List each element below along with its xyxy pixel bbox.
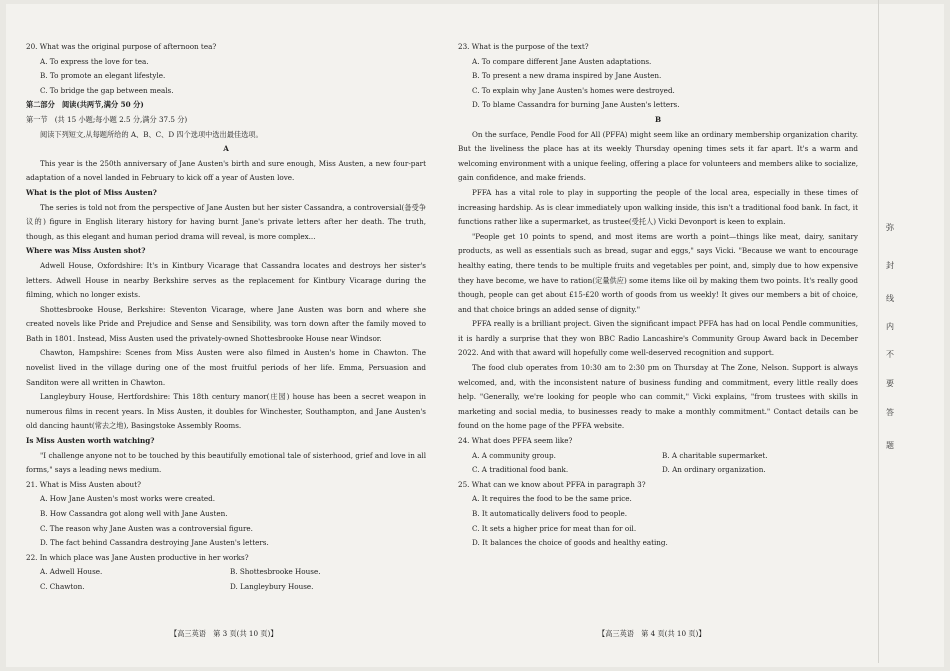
q20-option-a: A. To express the love for tea. (40, 56, 149, 66)
q24-option-c: C. A traditional food bank. (472, 465, 569, 475)
q21-option-c: C. The reason why Jane Austen was a controversial figure. (40, 523, 253, 533)
q21-option-b: B. How Cassandra got along well with Jane Austen. (40, 509, 228, 518)
pffa-paragraph-1: On the surface, Pendle Food for All (PFFA) might seem like an ordinary membership organization charity. But the liveliness the place has at its weekly Thursday opening times sets it far apart. It's a warm and welcoming environment with a unique feeling, offering a place for volunteers and members alike to socialize, gain confidence, and make friends. (458, 129, 858, 183)
q22-option-d: D. Langleybury House. (230, 581, 314, 591)
seal-char-1: 弥 (886, 223, 894, 232)
seal-char-7: 答 (886, 408, 894, 417)
q20-option-c: C. To bridge the gap between meals. (40, 85, 174, 95)
q21-option-d: D. The fact behind Cassandra destroying Jane Austen's letters. (40, 538, 269, 548)
q22-stem: 22. In which place was Jane Austen productive in her works? (26, 552, 249, 562)
q23-option-b: B. To present a new drama inspired by Jane Austen. (472, 71, 662, 81)
seal-char-3: 线 (886, 294, 894, 303)
q24-options-row1 (458, 449, 858, 464)
q22-options-row2 (26, 580, 426, 595)
q23-option-a: A. To compare different Jane Austen adaptations. (472, 56, 652, 66)
seal-char-5: 不 (886, 350, 894, 359)
left-page (26, 40, 426, 595)
q24-option-d: D. An ordinary organization. (662, 465, 766, 475)
q20-option-b: B. To promote an elegant lifestyle. (40, 71, 166, 81)
q23-option-c: C. To explain why Jane Austen's homes were destroyed. (472, 85, 675, 95)
shottesbrooke-paragraph: Shottesbrooke House, Berkshire: Steventon Vicarage, where Jane Austen was born and where she created novels like Pride and Prejudice and Sense and Sensibility, was torn down after the family moved to Bath in 1801. Instead, Miss Austen used the privately-owned Shottesbrooke House near Windsor. (26, 304, 426, 343)
q22-option-b: B. Shottesbrooke House. (230, 567, 321, 577)
q25-option-a: A. It requires the food to be the same price. (472, 494, 632, 504)
pffa-paragraph-2: PFFA has a vital role to play in supporting the people of the local area, especially in these times of increasing hardship. As is clear immediately upon walking inside, this isn't a traditional food bank. In fact, it functions rather like a supermarket, as trustee(受托人) Vicki Devonport is keen to explain. (458, 187, 858, 227)
seal-char-6: 要 (886, 379, 894, 388)
q23-stem: 23. What is the purpose of the text? (458, 42, 589, 51)
q22-option-c: C. Chawton. (40, 581, 85, 591)
q22-options-row1 (26, 565, 426, 580)
q24-option-b: B. A charitable supermarket. (662, 450, 768, 460)
chawton-paragraph: Chawton, Hampshire: Scenes from Miss Austen were also filmed in Austen's home in Chawton. The novelist lived in the village during one of the most fruitful periods of her life. Emma, Persuasion and Sanditon were all written in Chawton. (26, 348, 426, 387)
page-footer-left: 【高三英语 第 3 页(共 10 页)】 (170, 629, 278, 638)
q24-option-a: A. A community group. (472, 450, 556, 460)
section1-heading: 第一节 (共 15 小题;每小题 2.5 分,满分 37.5 分) (26, 114, 188, 124)
seal-char-2: 封 (886, 261, 894, 270)
q24-stem: 24. What does PFFA seem like? (458, 436, 573, 446)
plot-paragraph: The series is told not from the perspective of Jane Austen but her sister Cassandra, a controversial(备受争议的) figure in English literary history for having burnt Jane's private letters after her death. The truth, though, as this elegant and human period drama will reveal, is more complex... (26, 202, 426, 241)
pffa-paragraph-3: "People get 10 points to spend, and most items are worth a point—things like meat, dairy, sanitary products, as well as essentials such as bread, sugar and eggs," says Vicki. "Because we want to encourage healthy eating, there tends to be multiple fruits and vegetables per point, and, simply due to how expensive they have become, we have to ration(定量供应) some items like oil by making them two points. It's really good though, people can get about £15-£20 worth of goods from us weekly! It gives our members a bit of choice, and that choice brings an added sense of dignity." (458, 231, 858, 314)
instructions: 阅读下列短文,从每题所给的 A、B、C、D 四个选项中选出最佳选项。 (40, 129, 263, 139)
q25-option-c: C. It sets a higher price for meat than for oil. (472, 523, 637, 533)
plot-heading: What is the plot of Miss Austen? (26, 187, 157, 197)
q23-option-d: D. To blame Cassandra for burning Jane Austen's letters. (472, 100, 680, 110)
seal-char-4: 内 (886, 322, 894, 331)
right-page (458, 40, 858, 551)
pffa-paragraph-5: The food club operates from 10:30 am to 2:30 pm on Thursday at The Zone, Nelson. Support is always welcomed, and, with the inconsistent nature of business funding and commitment, every little really does help. "Generally, we're looking for people who can commit," Vicki explains, "from trustees with skills in marketing and social media, to businesses ready to make a monthly commitment." Contact details can be found on the home page of the PFFA website. (458, 363, 858, 431)
watch-heading: Is Miss Austen worth watching? (26, 436, 155, 446)
q20-stem: 20. What was the original purpose of afternoon tea? (26, 42, 217, 51)
watch-paragraph: "I challenge anyone not to be touched by this beautifully emotional tale of sisterhood, grief and love in all forms," says a leading news medium. (26, 450, 426, 475)
langleybury-paragraph: Langleybury House, Hertfordshire: This 18th century manor(庄园) house has been a secret weapon in numerous films in recent years. In Miss Austen, it doubles for Winchester, Southampton, and Jane Austen's old dancing haunt(常去之地), Basingstoke Assembly Rooms. (26, 392, 426, 431)
q25-stem: 25. What can we know about PFFA in paragraph 3? (458, 479, 646, 489)
adwell-paragraph: Adwell House, Oxfordshire: It's in Kintbury Vicarage that Cassandra locates and destroys her sister's letters. Adwell House in nearby Berkshire serves as the replacement for Kintbury Vicarage during the filming, which no longer exists. (26, 260, 426, 300)
q24-options-row2 (458, 463, 858, 478)
shot-heading: Where was Miss Austen shot? (26, 246, 146, 256)
passage-a-label: A (223, 144, 229, 154)
pffa-paragraph-4: PFFA really is a brilliant project. Given the significant impact PFFA has had on local Pendle communities, it is hardly a surprise that they won BBC Radio Lancashire's Community Group Award back in December 2022. And with that award will hopefully come well-deserved recognition and support. (458, 319, 858, 358)
q21-stem: 21. What is Miss Austen about? (26, 479, 141, 489)
page-footer-right: 【高三英语 第 4 页(共 10 页)】 (598, 629, 706, 638)
passage-a-intro: This year is the 250th anniversary of Jane Austen's birth and sure enough, Miss Austen, a new four-part adaptation of a novel landed in February to kick off a year of Austen love. (26, 158, 426, 183)
passage-b-label: B (654, 114, 662, 124)
part2-heading: 第二部分 阅读(共两节,满分 50 分) (26, 100, 144, 110)
q25-option-d: D. It balances the choice of goods and healthy eating. (472, 538, 668, 548)
q25-option-b: B. It automatically delivers food to people. (472, 509, 628, 518)
q22-option-a: A. Adwell House. (40, 567, 103, 577)
seal-char-8: 题 (886, 441, 894, 450)
q21-option-a: A. How Jane Austen's most works were created. (40, 494, 216, 504)
